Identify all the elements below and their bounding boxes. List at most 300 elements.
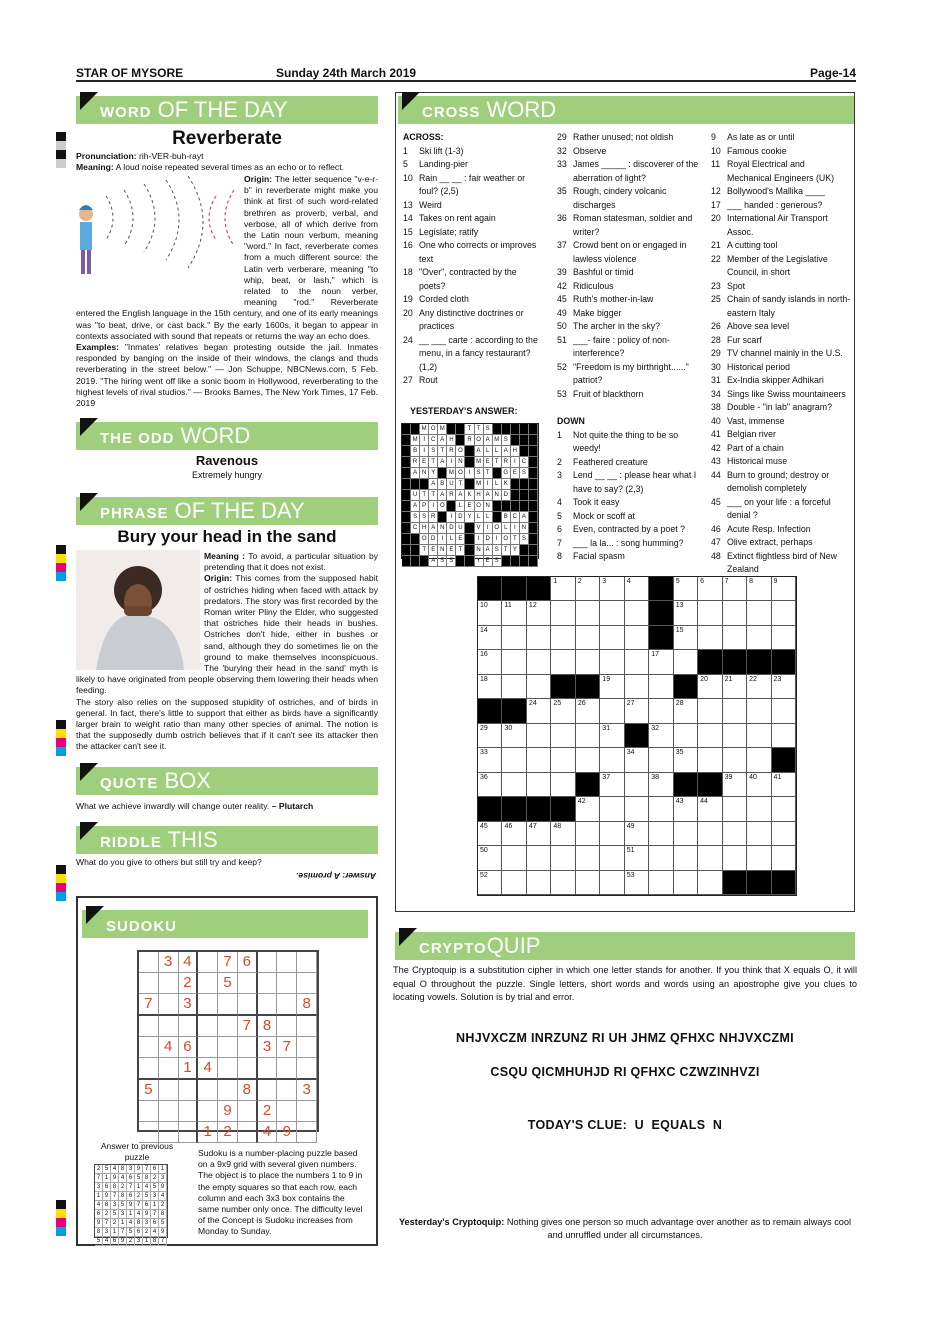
crossword-cell[interactable]: 25 <box>551 699 575 723</box>
crossword-cell[interactable] <box>502 748 526 772</box>
sudoku-cell[interactable]: 6 <box>179 1037 199 1058</box>
crossword-cell[interactable] <box>527 871 551 895</box>
clue-number: 39 <box>557 267 567 277</box>
crossword-cell[interactable]: 14 <box>478 626 502 650</box>
crossword-cell[interactable] <box>600 871 624 895</box>
crossword-cell[interactable]: 7 <box>723 577 747 601</box>
crossword-cell[interactable]: 6 <box>698 577 722 601</box>
crossword-cell[interactable] <box>649 699 673 723</box>
crossword-cell[interactable] <box>576 773 600 797</box>
crossword-cell[interactable]: 38 <box>649 773 673 797</box>
crossword-cell[interactable] <box>576 871 600 895</box>
yesterday-cell: O <box>429 424 438 435</box>
sudoku-cell[interactable] <box>277 994 297 1016</box>
sudoku-cell[interactable]: 2 <box>218 1122 238 1143</box>
sudoku-cell[interactable]: 4 <box>159 1037 179 1058</box>
crossword-cell[interactable] <box>502 626 526 650</box>
crossword-cell[interactable] <box>772 846 796 870</box>
sudoku-cell[interactable] <box>238 994 258 1016</box>
print-marks <box>56 720 66 756</box>
crossword-cell[interactable]: 19 <box>600 675 624 699</box>
crossword-cell[interactable] <box>478 699 502 723</box>
crossword-cell[interactable] <box>576 650 600 674</box>
crossword-cell[interactable]: 31 <box>600 724 624 748</box>
crossword-cell[interactable]: 21 <box>723 675 747 699</box>
sudoku-cell[interactable] <box>238 1122 258 1143</box>
crossword-cell[interactable]: 5 <box>674 577 698 601</box>
crossword-cell[interactable] <box>551 871 575 895</box>
sudoku-cell[interactable]: 5 <box>218 973 238 994</box>
crossword-cell[interactable] <box>747 871 771 895</box>
crossword-cell[interactable] <box>747 650 771 674</box>
sudoku-cell[interactable] <box>159 1016 179 1037</box>
crossword-cell[interactable] <box>747 626 771 650</box>
sudoku-cell[interactable] <box>277 1016 297 1037</box>
crossword-cell[interactable] <box>747 748 771 772</box>
crossword-cell[interactable] <box>747 699 771 723</box>
crossword-cell[interactable] <box>625 626 649 650</box>
crossword-cell[interactable]: 22 <box>747 675 771 699</box>
sudoku-cell[interactable] <box>277 1101 297 1122</box>
sudoku-cell[interactable]: 4 <box>179 952 199 973</box>
sudoku-cell[interactable] <box>179 1016 199 1037</box>
crossword-cell[interactable] <box>723 626 747 650</box>
crossword-cell[interactable] <box>625 724 649 748</box>
clue-item <box>557 429 703 456</box>
crossword-cell[interactable]: 18 <box>478 675 502 699</box>
crossword-cell[interactable] <box>698 626 722 650</box>
crossword-cell[interactable] <box>551 675 575 699</box>
crossword-cell[interactable]: 53 <box>625 871 649 895</box>
crossword-cell[interactable]: 11 <box>502 601 526 625</box>
sudoku-cell[interactable] <box>297 1101 317 1122</box>
crossword-cell[interactable] <box>723 871 747 895</box>
sudoku-cell[interactable] <box>159 1058 179 1080</box>
crossword-cell[interactable] <box>551 626 575 650</box>
crossword-cell[interactable] <box>772 822 796 846</box>
sudoku-cell[interactable]: 6 <box>238 952 258 973</box>
yesterday-cell: R <box>411 457 420 468</box>
yesterday-cell: I <box>420 446 429 457</box>
sudoku-cell[interactable]: 9 <box>218 1101 238 1122</box>
sudoku-cell[interactable] <box>159 1080 179 1101</box>
sudoku-cell[interactable] <box>198 994 218 1016</box>
crossword-cell[interactable] <box>527 577 551 601</box>
crossword-cell[interactable] <box>527 626 551 650</box>
crossword-cell[interactable] <box>527 773 551 797</box>
crossword-cell[interactable] <box>527 675 551 699</box>
sudoku-cell[interactable] <box>258 952 278 973</box>
crossword-cell[interactable] <box>527 846 551 870</box>
sudoku-previous-answer <box>94 1164 168 1244</box>
across-clues <box>403 131 543 388</box>
crossword-cell[interactable] <box>478 797 502 821</box>
crossword-cell[interactable] <box>649 577 673 601</box>
crossword-cell[interactable]: 43 <box>674 797 698 821</box>
crossword-cell[interactable]: 20 <box>698 675 722 699</box>
crossword-cell[interactable]: 8 <box>747 577 771 601</box>
crossword-cell[interactable]: 41 <box>772 773 796 797</box>
sudoku-cell[interactable] <box>297 1037 317 1058</box>
crossword-cell[interactable] <box>600 748 624 772</box>
sudoku-cell[interactable] <box>297 1058 317 1080</box>
crossword-cell[interactable] <box>723 724 747 748</box>
sudoku-cell[interactable]: 4 <box>198 1058 218 1080</box>
crossword-cell[interactable] <box>600 846 624 870</box>
yesterday-cell <box>493 512 502 523</box>
yesterday-cell: N <box>475 545 484 556</box>
crossword-cell[interactable]: 17 <box>649 650 673 674</box>
crossword-cell[interactable] <box>649 601 673 625</box>
sudoku-cell[interactable]: 1 <box>179 1058 199 1080</box>
crossword-cell[interactable]: 12 <box>527 601 551 625</box>
crossword-cell[interactable] <box>600 650 624 674</box>
crossword-cell[interactable] <box>723 699 747 723</box>
crossword-cell[interactable] <box>772 626 796 650</box>
sudoku-description: Sudoku is a number-placing puzzle based on a 9x9 grid with several given numbers. The object is to place the numbers 1 to 9 in the empty squares so that each row, each column and each 3x3 box contains the same number only once. The difficulty level of the Concept is Sudoku increases from Monday to Sunday. <box>198 1148 363 1237</box>
sudoku-cell[interactable] <box>297 1016 317 1037</box>
crossword-cell[interactable] <box>600 822 624 846</box>
sudoku-prev-cell: 9 <box>119 1237 127 1246</box>
clue-item <box>711 442 851 456</box>
crossword-cell[interactable] <box>698 650 722 674</box>
sudoku-cell[interactable] <box>218 1037 238 1058</box>
sudoku-prev-cell: 9 <box>95 1219 103 1228</box>
clue-number: 10 <box>403 172 413 183</box>
crossword-cell[interactable] <box>502 699 526 723</box>
crossword-cell[interactable] <box>674 846 698 870</box>
sudoku-cell[interactable] <box>238 973 258 994</box>
crossword-cell[interactable] <box>723 650 747 674</box>
sudoku-cell[interactable]: 7 <box>218 952 238 973</box>
sudoku-cell[interactable] <box>198 973 218 994</box>
crossword-cell[interactable] <box>576 822 600 846</box>
riddle-banner: RIDDLE THIS <box>76 826 378 854</box>
crossword-cell[interactable] <box>551 724 575 748</box>
sudoku-cell[interactable] <box>139 1101 159 1122</box>
crossword-cell[interactable] <box>698 699 722 723</box>
crossword-cell[interactable] <box>674 871 698 895</box>
crossword-cell[interactable] <box>625 650 649 674</box>
yesterday-cell: M <box>493 435 502 446</box>
sudoku-cell[interactable] <box>159 994 179 1016</box>
crossword-cell[interactable] <box>576 724 600 748</box>
yesterday-cell <box>456 424 465 435</box>
yesterday-cell <box>529 490 538 501</box>
crossword-cell[interactable]: 52 <box>478 871 502 895</box>
sudoku-cell[interactable]: 3 <box>258 1037 278 1058</box>
sudoku-cell[interactable]: 7 <box>277 1037 297 1058</box>
sudoku-cell[interactable] <box>218 1016 238 1037</box>
crossword-cell[interactable] <box>625 797 649 821</box>
crossword-cell[interactable] <box>551 773 575 797</box>
crossword-cell[interactable] <box>698 601 722 625</box>
clue-item <box>711 550 851 577</box>
crossword-cell[interactable]: 42 <box>576 797 600 821</box>
crossword-cell[interactable]: 46 <box>502 822 526 846</box>
crossword-cell[interactable] <box>576 675 600 699</box>
crossword-cell[interactable] <box>674 822 698 846</box>
yesterday-cell: A <box>484 435 493 446</box>
crossword-cell[interactable]: 40 <box>747 773 771 797</box>
crossword-cell[interactable]: 37 <box>600 773 624 797</box>
crossword-cell[interactable] <box>772 699 796 723</box>
clue-text: __ ___ carte : according to the menu, in a fancy restaurant? (1,2) <box>419 334 538 372</box>
sudoku-cell[interactable]: 1 <box>198 1122 218 1143</box>
crossword-cell[interactable] <box>674 724 698 748</box>
sudoku-cell[interactable]: 2 <box>179 973 199 994</box>
crossword-cell[interactable]: 45 <box>478 822 502 846</box>
sudoku-prev-cell: 6 <box>103 1183 111 1192</box>
crossword-cell[interactable] <box>698 871 722 895</box>
sudoku-cell[interactable] <box>198 952 218 973</box>
sudoku-cell[interactable] <box>159 973 179 994</box>
crossword-cell[interactable] <box>649 797 673 821</box>
crossword-cell[interactable]: 23 <box>772 675 796 699</box>
sudoku-cell[interactable] <box>258 994 278 1016</box>
yesterday-cell: R <box>447 490 456 501</box>
crossword-cell[interactable]: 4 <box>625 577 649 601</box>
crossword-cell[interactable]: 39 <box>723 773 747 797</box>
sudoku-cell[interactable]: 9 <box>277 1122 297 1143</box>
sudoku-cell[interactable] <box>139 973 159 994</box>
crossword-cell[interactable]: 35 <box>674 748 698 772</box>
sudoku-cell[interactable]: 8 <box>258 1016 278 1037</box>
crossword-cell[interactable]: 29 <box>478 724 502 748</box>
sudoku-cell[interactable] <box>198 1101 218 1122</box>
crossword-cell[interactable] <box>772 871 796 895</box>
crossword-cell[interactable] <box>576 601 600 625</box>
crossword-cell[interactable] <box>502 773 526 797</box>
sudoku-cell[interactable] <box>139 1016 159 1037</box>
crossword-cell[interactable] <box>502 650 526 674</box>
sudoku-cell[interactable] <box>139 1037 159 1058</box>
crossword-cell[interactable] <box>723 797 747 821</box>
sudoku-cell[interactable] <box>179 1101 199 1122</box>
sudoku-cell[interactable] <box>277 973 297 994</box>
sudoku-cell[interactable] <box>198 1016 218 1037</box>
crossword-cell[interactable] <box>723 846 747 870</box>
sudoku-cell[interactable] <box>297 973 317 994</box>
crossword-cell[interactable] <box>747 797 771 821</box>
sudoku-cell[interactable] <box>139 1058 159 1080</box>
crossword-cell[interactable] <box>600 626 624 650</box>
crossword-cell[interactable]: 16 <box>478 650 502 674</box>
crossword-cell[interactable] <box>698 773 722 797</box>
crossword-cell[interactable] <box>478 577 502 601</box>
sudoku-cell[interactable] <box>258 1058 278 1080</box>
crossword-cell[interactable] <box>772 797 796 821</box>
sudoku-cell[interactable]: 3 <box>179 994 199 1016</box>
crossword-cell[interactable] <box>527 748 551 772</box>
crossword-cell[interactable]: 27 <box>625 699 649 723</box>
crossword-cell[interactable] <box>698 724 722 748</box>
clue-number: 45 <box>711 496 721 507</box>
crossword-cell[interactable] <box>551 748 575 772</box>
sudoku-cell[interactable]: 7 <box>139 994 159 1016</box>
sudoku-cell[interactable]: 8 <box>238 1080 258 1101</box>
crossword-cell[interactable]: 50 <box>478 846 502 870</box>
sudoku-cell[interactable]: 4 <box>258 1122 278 1143</box>
sudoku-cell[interactable] <box>277 1080 297 1101</box>
crossword-cell[interactable] <box>576 846 600 870</box>
crossword-cell[interactable]: 44 <box>698 797 722 821</box>
crossword-cell[interactable] <box>674 650 698 674</box>
crossword-cell[interactable] <box>502 846 526 870</box>
crossword-cell[interactable] <box>576 748 600 772</box>
clue-text: International Air Transport Assoc. <box>727 213 828 237</box>
sudoku-cell[interactable] <box>277 1058 297 1080</box>
crossword-cell[interactable]: 28 <box>674 699 698 723</box>
crossword-cell[interactable]: 33 <box>478 748 502 772</box>
crossword-cell[interactable]: 15 <box>674 626 698 650</box>
sudoku-cell[interactable] <box>159 1122 179 1143</box>
sudoku-cell[interactable]: 5 <box>139 1080 159 1101</box>
crossword-cell[interactable] <box>551 797 575 821</box>
print-marks <box>56 1200 66 1236</box>
sudoku-cell[interactable] <box>179 1080 199 1101</box>
crossword-cell[interactable] <box>698 846 722 870</box>
clue-item <box>557 320 703 334</box>
sudoku-cell[interactable] <box>238 1037 258 1058</box>
crossword-cell[interactable] <box>747 724 771 748</box>
crossword-cell[interactable] <box>674 773 698 797</box>
crossword-cell[interactable]: 3 <box>600 577 624 601</box>
sudoku-cell[interactable]: 7 <box>238 1016 258 1037</box>
sudoku-cell[interactable] <box>238 1058 258 1080</box>
sudoku-prev-cell: 2 <box>119 1183 127 1192</box>
crossword-cell[interactable]: 13 <box>674 601 698 625</box>
crossword-cell[interactable] <box>551 650 575 674</box>
yesterday-cell <box>465 479 474 490</box>
crossword-cell[interactable] <box>576 626 600 650</box>
crossword-cell[interactable] <box>502 675 526 699</box>
crossword-cell[interactable] <box>772 650 796 674</box>
sudoku-cell[interactable] <box>139 1122 159 1143</box>
crossword-cell[interactable] <box>502 797 526 821</box>
crossword-cell[interactable] <box>551 846 575 870</box>
sudoku-cell[interactable] <box>297 1122 317 1143</box>
sudoku-prev-cell: 8 <box>95 1228 103 1237</box>
sudoku-cell[interactable] <box>218 1080 238 1101</box>
crossword-cell[interactable] <box>649 626 673 650</box>
crossword-cell[interactable] <box>600 699 624 723</box>
clue-item <box>557 131 703 145</box>
crossword-cell[interactable] <box>747 822 771 846</box>
word-pronunciation: Pronunciation: rih-VER-buh-rayt Meaning: A loud noise repeated several times as an echo or to reflect. <box>76 151 344 173</box>
sudoku-cell[interactable]: 3 <box>297 1080 317 1101</box>
clue-item <box>711 388 851 402</box>
sudoku-prev-cell: 1 <box>143 1237 151 1246</box>
crossword-cell[interactable] <box>527 650 551 674</box>
sudoku-cell[interactable] <box>218 1058 238 1080</box>
crossword-cell[interactable]: 49 <box>625 822 649 846</box>
clue-item <box>711 347 851 361</box>
sudoku-cell[interactable] <box>238 1101 258 1122</box>
crossword-cell[interactable] <box>625 675 649 699</box>
clue-number: 36 <box>557 213 567 223</box>
yesterday-cell <box>465 523 474 534</box>
sudoku-cell[interactable] <box>198 1080 218 1101</box>
print-marks <box>56 545 66 581</box>
crossword-cell[interactable] <box>747 846 771 870</box>
crossword-banner: CROSS WORD <box>398 96 854 124</box>
crossword-cell[interactable]: 2 <box>576 577 600 601</box>
sudoku-cell[interactable]: 3 <box>159 952 179 973</box>
crossword-cell[interactable]: 30 <box>502 724 526 748</box>
crossword-cell[interactable] <box>527 724 551 748</box>
crossword-cell[interactable] <box>772 601 796 625</box>
clue-text: Feathered creature <box>573 456 648 467</box>
crossword-cell[interactable] <box>625 773 649 797</box>
sudoku-cell[interactable] <box>198 1037 218 1058</box>
crossword-cell[interactable]: 36 <box>478 773 502 797</box>
yesterday-cell: C <box>411 523 420 534</box>
crossword-cell[interactable] <box>649 675 673 699</box>
sudoku-prev-cell: 5 <box>159 1219 167 1228</box>
crossword-cell[interactable] <box>698 748 722 772</box>
crossword-cell[interactable] <box>527 797 551 821</box>
crossword-cell[interactable] <box>698 822 722 846</box>
crossword-cell[interactable]: 47 <box>527 822 551 846</box>
sudoku-cell[interactable] <box>258 1080 278 1101</box>
crossword-cell[interactable] <box>649 871 673 895</box>
crossword-cell[interactable] <box>723 822 747 846</box>
crossword-cell[interactable]: 34 <box>625 748 649 772</box>
crossword-cell[interactable] <box>674 675 698 699</box>
sudoku-cell[interactable] <box>179 1122 199 1143</box>
yesterday-cell <box>502 501 511 512</box>
sudoku-cell[interactable] <box>277 952 297 973</box>
crossword-cell[interactable]: 9 <box>772 577 796 601</box>
clue-number: 51 <box>557 334 567 345</box>
crossword-cell[interactable] <box>551 601 575 625</box>
crossword-cell[interactable]: 24 <box>527 699 551 723</box>
crossword-cell[interactable] <box>772 748 796 772</box>
sudoku-cell[interactable] <box>297 952 317 973</box>
crossword-cell[interactable] <box>600 601 624 625</box>
sudoku-cell[interactable]: 2 <box>258 1101 278 1122</box>
crossword-cell[interactable] <box>502 871 526 895</box>
sudoku-cell[interactable] <box>258 973 278 994</box>
yesterday-cell <box>529 468 538 479</box>
crossword-cell[interactable]: 10 <box>478 601 502 625</box>
sudoku-cell[interactable]: 8 <box>297 994 317 1016</box>
crossword-cell[interactable]: 1 <box>551 577 575 601</box>
clue-number: 7 <box>557 537 562 548</box>
crossword-cell[interactable]: 48 <box>551 822 575 846</box>
crossword-cell[interactable] <box>502 577 526 601</box>
sudoku-cell[interactable] <box>218 994 238 1016</box>
crossword-cell[interactable] <box>772 724 796 748</box>
crossword-cell[interactable] <box>625 601 649 625</box>
crossword-cell[interactable] <box>723 748 747 772</box>
yesterday-cell: O <box>502 534 511 545</box>
crossword-cell[interactable]: 32 <box>649 724 673 748</box>
crossword-cell[interactable]: 26 <box>576 699 600 723</box>
crossword-cell[interactable] <box>649 822 673 846</box>
sudoku-cell[interactable] <box>139 952 159 973</box>
crossword-cell[interactable] <box>723 601 747 625</box>
crossword-cell[interactable] <box>649 748 673 772</box>
sudoku-prev-cell: 1 <box>159 1165 167 1174</box>
sudoku-cell[interactable] <box>159 1101 179 1122</box>
crossword-cell[interactable] <box>649 846 673 870</box>
sudoku-prev-cell: 1 <box>135 1183 143 1192</box>
crossword-cell[interactable]: 51 <box>625 846 649 870</box>
crossword-cell[interactable] <box>600 797 624 821</box>
crossword-cell[interactable] <box>747 601 771 625</box>
